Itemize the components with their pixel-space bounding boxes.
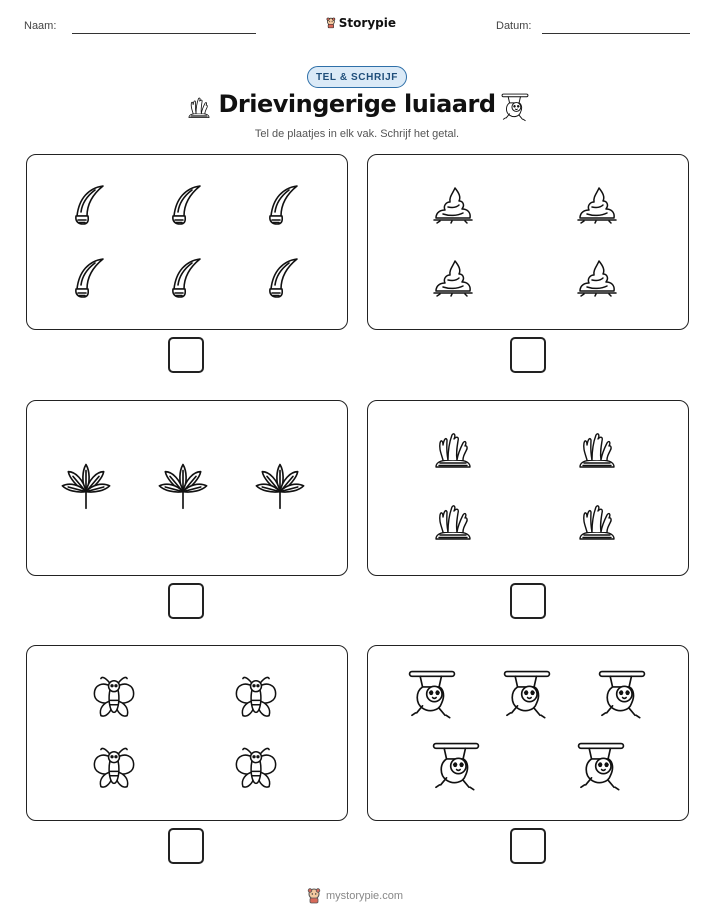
answer-box-3[interactable]	[168, 583, 204, 619]
answer-box-6[interactable]	[510, 828, 546, 864]
leaf-icon	[157, 461, 209, 513]
answer-box-5[interactable]	[168, 828, 204, 864]
counting-box-3	[26, 400, 348, 576]
counting-box-2	[367, 154, 689, 330]
counting-box-6	[367, 645, 689, 821]
dung-icon	[431, 182, 475, 226]
leaf-icon	[254, 461, 306, 513]
dung-icon	[575, 182, 619, 226]
dung-icon	[431, 255, 475, 299]
claw-icon	[261, 182, 305, 226]
answer-box-2[interactable]	[510, 337, 546, 373]
claw-icon	[67, 255, 111, 299]
instructions: Tel de plaatjes in elk vak. Schrijf het getal.	[254, 128, 460, 140]
brand-logo	[326, 13, 396, 33]
dung-icon	[575, 255, 619, 299]
moth-icon	[232, 743, 280, 791]
claw-icon	[261, 255, 305, 299]
footer	[306, 886, 416, 906]
moth-icon	[232, 672, 280, 720]
counting-box-5	[26, 645, 348, 821]
leaf-icon	[60, 461, 112, 513]
activity-tag: TEL & SCHRIJF	[307, 66, 407, 88]
coral-icon	[431, 427, 475, 471]
answer-box-4[interactable]	[510, 583, 546, 619]
counting-box-1	[26, 154, 348, 330]
brand-name: Storypie	[338, 16, 396, 30]
coral-icon	[575, 499, 619, 543]
claw-icon	[164, 182, 208, 226]
footer-url[interactable]: mystorypie.com	[326, 890, 404, 902]
date-line[interactable]	[542, 33, 690, 34]
name-line[interactable]	[72, 33, 256, 34]
moth-icon	[90, 672, 138, 720]
coral-icon	[431, 499, 475, 543]
storypie-mascot-icon	[306, 888, 322, 904]
sloth-icon	[500, 92, 530, 122]
date-label: Datum:	[496, 20, 532, 32]
answer-box-1[interactable]	[168, 337, 204, 373]
claw-icon	[164, 255, 208, 299]
moth-icon	[90, 743, 138, 791]
counting-box-4	[367, 400, 689, 576]
sloth-icon	[501, 668, 553, 720]
sloth-icon	[575, 740, 627, 792]
claw-icon	[67, 182, 111, 226]
name-label: Naam:	[24, 20, 57, 32]
storypie-mascot-icon	[326, 15, 336, 31]
sloth-icon	[406, 668, 458, 720]
sloth-icon	[430, 740, 482, 792]
page-title: Drievingerige luiaard	[218, 90, 496, 118]
coral-icon	[575, 427, 619, 471]
sloth-icon	[596, 668, 648, 720]
